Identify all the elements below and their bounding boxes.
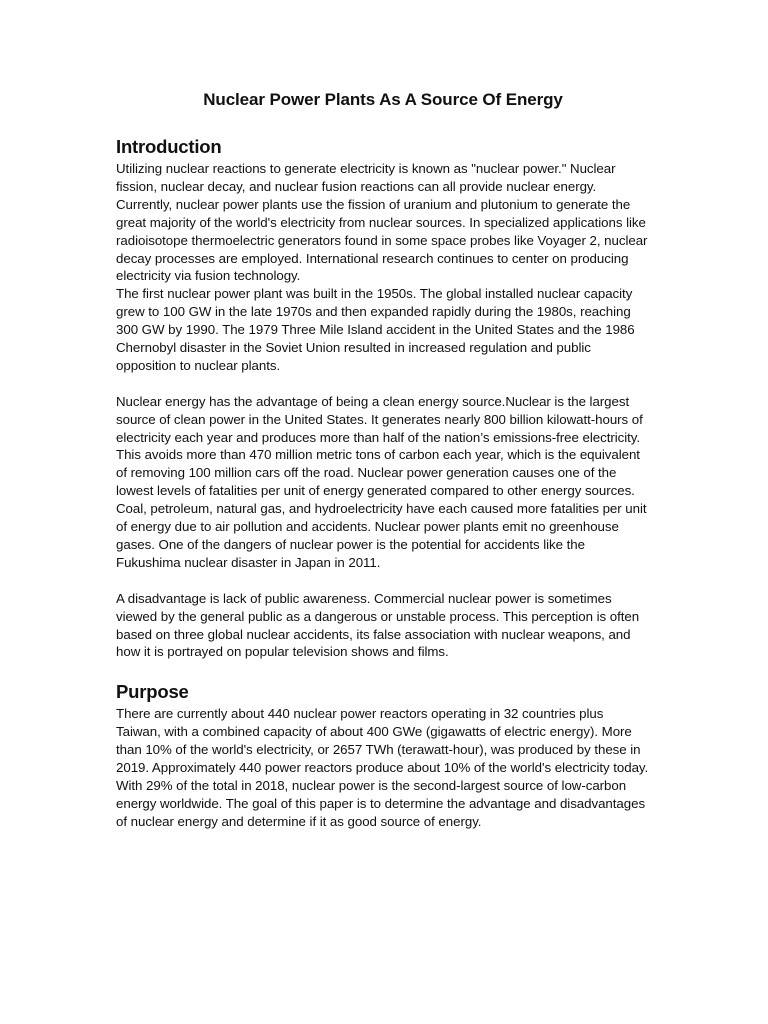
section-heading-purpose: Purpose — [116, 681, 189, 703]
section-heading-introduction: Introduction — [116, 136, 222, 157]
intro-paragraph-1: Utilizing nuclear reactions to generate electricity is known as "nuclear power." Nuclear fission, nuclear decay, and nuclear fusion reactions can all provide nuclear energy. Currently, nuclear power plants use the fission of uranium and plutonium to generate the great majority of the world's electricity from nuclear sources. In specialized applications like radioisotope thermoelectric generators found in some space probes like Voyager 2, nuclear decay processes are employed. International research continues to center on producing electricity via fusion technology. — [116, 161, 648, 284]
intro-paragraph-4: A disadvantage is lack of public awareness. Commercial nuclear power is sometimes viewed by the general public as a dangerous or unstable process. This perception is often based on three global nuclear accidents, its false association with nuclear weapons, and how it is portrayed on popular television shows and films. — [116, 590, 640, 660]
intro-paragraph-3: Nuclear energy has the advantage of being a clean energy source.Nuclear is the largest source of clean power in the United States. It generates nearly 800 billion kilowatt-hours of electricity each year and produces more than half of the nation’s emissions-free electricity. This avoids more than 470 million metric tons of carbon each year, which is the equivalent of removing 100 million cars off the road. Nuclear power generation causes one of the lowest levels of fatalities per unit of energy generated compared to other energy sources. Coal, petroleum, natural gas, and hydroelectricity have each caused more fatalities per unit of energy due to air pollution and accidents. Nuclear power plants emit no greenhouse gases. One of the dangers of nuclear power is the potential for accidents like the Fukushima nuclear disaster in Japan in 2011. — [116, 393, 647, 570]
document-title: Nuclear Power Plants As A Source Of Energy — [203, 90, 563, 109]
purpose-paragraph-1: There are currently about 440 nuclear power reactors operating in 32 countries plus Taiwan, with a combined capacity of about 400 GWe (gigawatts of electric energy). More than 10% of the world's electricity, or 2657 TWh (terawatt-hour), was produced by these in 2019. Approximately 440 power reactors produce about 10% of the world's electricity today. With 29% of the total in 2018, nuclear power is the second-largest source of low-carbon energy worldwide. The goal of this paper is to determine the advantage and disadvantages of nuclear energy and determine if it as good source of energy. — [116, 706, 649, 829]
intro-paragraph-2: The first nuclear power plant was built in the 1950s. The global installed nuclear capacity grew to 100 GW in the late 1970s and then expanded rapidly during the 1980s, reaching 300 GW by 1990. The 1979 Three Mile Island accident in the United States and the 1986 Chernobyl disaster in the Soviet Union resulted in increased regulation and public opposition to nuclear plants. — [116, 286, 635, 373]
document-body — [116, 88, 650, 831]
